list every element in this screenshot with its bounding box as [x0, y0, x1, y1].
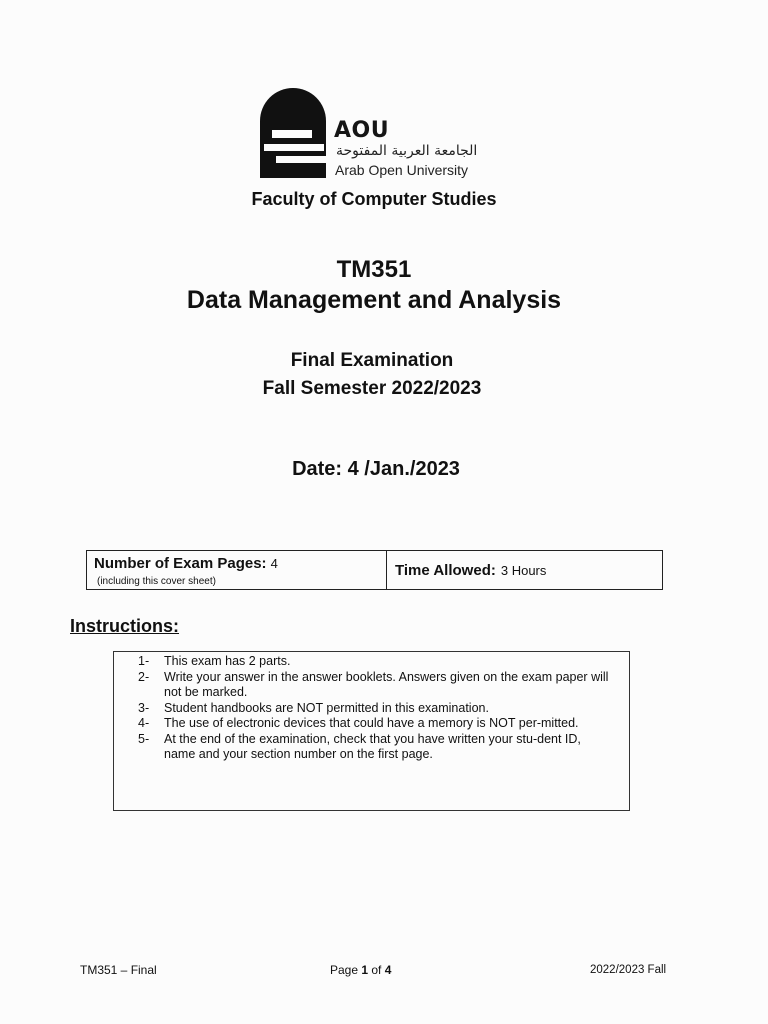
footer-page-total: 4 [384, 963, 392, 977]
logo-english-name: Arab Open University [335, 162, 469, 178]
exam-info-table [86, 550, 663, 590]
instruction-item [138, 654, 612, 670]
footer-page-current: 1 [361, 963, 369, 977]
instruction-text: This exam has 2 parts. [164, 654, 291, 668]
footer-course: TM351 – Final [80, 963, 157, 977]
faculty-name: Faculty of Computer Studies [251, 189, 497, 209]
footer-term: 2022/2023 Fall [590, 964, 667, 976]
time-label: Time Allowed: [395, 562, 496, 579]
footer-page-number [330, 963, 391, 977]
instruction-item [138, 701, 612, 717]
instruction-text: At the end of the examination, check that you have written your stu-dent ID, name and your section number on the first page. [164, 731, 581, 761]
course-code: TM351 [336, 256, 412, 283]
instruction-number: 5- [138, 731, 150, 746]
instruction-text: Write your answer in the answer booklets. Answers given on the exam paper will not be marked. [164, 669, 609, 699]
logo-arabic-name: الجامعة العربية المفتوحة [336, 143, 478, 159]
instruction-number: 2- [138, 669, 150, 684]
time-value: 3 Hours [500, 563, 547, 578]
university-logo [258, 86, 518, 181]
instructions-box [113, 651, 630, 811]
instruction-item [138, 670, 612, 701]
instruction-text: The use of electronic devices that could have a memory is NOT per-mitted. [164, 716, 579, 730]
pages-cell [87, 551, 387, 589]
time-cell [387, 551, 662, 589]
exam-semester: Fall Semester 2022/2023 [262, 378, 482, 399]
footer-page-prefix: Page [330, 963, 362, 977]
pages-note: (including this cover sheet) [97, 576, 216, 587]
logo-abbreviation: AOU [334, 118, 390, 143]
exam-date: Date: 4 /Jan./2023 [292, 458, 460, 480]
footer-page-sep: of [368, 963, 385, 977]
instructions-list [138, 654, 612, 763]
instruction-text: Student handbooks are NOT permitted in this examination. [164, 700, 489, 715]
aou-emblem-icon [258, 86, 328, 178]
exam-type: Final Examination [290, 350, 454, 371]
pages-label: Number of Exam Pages: [94, 555, 267, 572]
time-label-row [395, 562, 546, 579]
instruction-item [138, 732, 612, 763]
pages-label-row [94, 555, 278, 572]
course-title: Data Management and Analysis [186, 286, 562, 314]
instruction-number: 4- [138, 716, 150, 730]
instructions-heading: Instructions: [70, 616, 180, 636]
instruction-item [138, 716, 612, 732]
pages-value: 4 [270, 556, 278, 571]
instruction-number: 1- [138, 654, 150, 668]
instruction-number: 3- [138, 700, 150, 715]
